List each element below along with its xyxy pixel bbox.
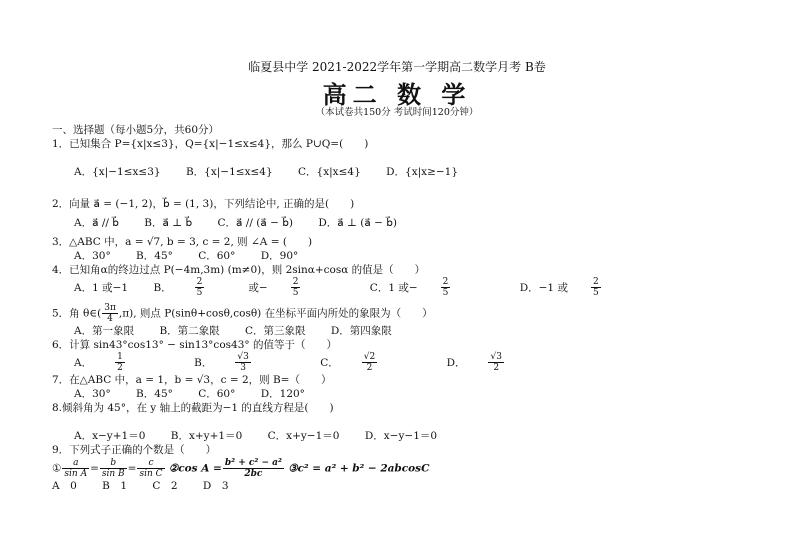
q5-option-b: B．第二象限 — [159, 325, 220, 337]
q8-option-a: A．x−y+1＝0 — [74, 430, 146, 442]
section-heading: 一、选择题（每小题5分，共60分） — [52, 124, 220, 136]
question-3-stem: 3．△ABC 中，a = √7, b = 3, c = 2, 则 ∠A = ( ) — [52, 236, 313, 248]
q7-option-c: C．60° — [198, 388, 236, 400]
q7-option-b: B．45° — [136, 388, 173, 400]
question-4-stem: 4．已知角α的终边过点 P(−4m,3m) (m≠0)，则 2sinα+cosα 的值是（ ） — [52, 264, 426, 276]
q8-option-c: C．x+y−1＝0 — [267, 430, 340, 442]
q3-option-a: A．30° — [74, 250, 111, 262]
question-9-options — [52, 479, 752, 493]
q5-option-a: A．第一象限 — [74, 325, 135, 337]
q5-option-c: C．第三象限 — [245, 325, 306, 337]
question-7-options — [52, 387, 752, 401]
question-6-stem: 6．计算 sin43°cos13° − sin13°cos43° 的值等于（ ） — [52, 339, 337, 351]
q2-option-a: A．a⃗ // b⃗ — [74, 217, 119, 229]
q6-option-a: A． $\frac{1}{2}$ — [74, 352, 123, 373]
question-1-options — [52, 165, 752, 179]
question-2-options — [52, 216, 752, 230]
q3-option-b: B．45° — [136, 250, 173, 262]
question-7-stem: 7．在△ABC 中，a = 1，b = √3，c = 2，则 B=（ ） — [52, 374, 332, 386]
q2-option-b: B．a⃗ ⊥ b⃗ — [144, 217, 193, 229]
q1-option-d: D．{x|x≥−1} — [386, 166, 459, 178]
q9-option-c: C 2 — [152, 480, 178, 492]
q3-option-d: D．90° — [260, 250, 299, 262]
question-8-stem: 8.倾斜角为 45°，在 y 轴上的截距为−1 的直线方程是( ) — [52, 402, 334, 414]
q8-option-d: D．x−y−1＝0 — [364, 430, 438, 442]
q5-option-d: D．第四象限 — [330, 325, 392, 337]
question-5-stem: 5．角 θ∈( $\frac{3\pi}{4}$ ,π), 则点 P(sinθ+cosθ,cosθ) 在坐标平面内所处的象限为（ ） — [52, 303, 433, 324]
exam-content — [52, 123, 752, 493]
q7-option-d: D．120° — [260, 388, 305, 400]
exam-header: 临夏县中学 2021-2022学年第一学期高二数学月考 B卷 — [248, 60, 546, 74]
question-2-stem: 2．向量 a⃗ = (−1, 2)，b⃗ = (1, 3)，下列结论中, 正确的是( ) — [52, 198, 355, 210]
q9-option-b: B 1 — [102, 480, 128, 492]
question-4-options — [52, 277, 752, 298]
q1-option-a: A．{x|−1≤x≤3} — [74, 166, 161, 178]
q9-option-d: D 3 — [202, 480, 229, 492]
q6-option-c: C． $\frac{√2}{2}$ — [320, 352, 376, 373]
question-9-formulas: ① $\frac{a}{\text{sin A}}$ = $\frac{b}{\text{sin B}}$ = $\frac{c}{\text{sin C}}$ ②cos A = $\frac{\text{b² + c² − a²}}{2bc}$ ③c² = a² + b² − 2abcosC — [52, 458, 430, 479]
q8-option-b: B．x+y+1＝0 — [170, 430, 243, 442]
q2-option-d: D．a⃗ ⊥ (a⃗ − b⃗) — [318, 217, 397, 229]
q1-option-b: B．{x|−1≤x≤4} — [185, 166, 273, 178]
q6-option-d: D． $\frac{√3}{2}$ — [446, 352, 502, 373]
question-1-stem: 1．已知集合 P={x|x≤3}，Q={x|−1≤x≤4}，那么 P∪Q=( ) — [52, 138, 369, 150]
q4-option-d: D．−1 或 $\frac{2}{5}$ — [519, 277, 599, 298]
q2-option-c: C．a⃗ // (a⃗ − b⃗) — [217, 217, 293, 229]
question-6-options — [52, 352, 752, 373]
question-5-options — [52, 324, 752, 338]
question-3-options — [52, 249, 752, 263]
question-8-options — [52, 429, 752, 443]
q9-option-a: A 0 — [52, 480, 77, 492]
q4-option-a: A．1 或−1 — [74, 281, 129, 294]
q4-option-b: B． $\frac{2}{5}$ 或− $\frac{2}{5}$ — [153, 277, 299, 298]
exam-title: 高二 数 学 — [322, 80, 472, 109]
exam-note: （本试卷共150分 考试时间120分钟） — [315, 107, 479, 118]
q3-option-c: C．60° — [198, 250, 236, 262]
q6-option-b: B． $\frac{√3}{3}$ — [194, 352, 249, 373]
q1-option-c: C．{x|x≤4} — [298, 166, 361, 178]
question-9-stem: 9．下列式子正确的个数是（ ） — [52, 444, 217, 456]
q7-option-a: A．30° — [74, 388, 111, 400]
q4-option-c: C．1 或− $\frac{2}{5}$ — [369, 277, 449, 298]
